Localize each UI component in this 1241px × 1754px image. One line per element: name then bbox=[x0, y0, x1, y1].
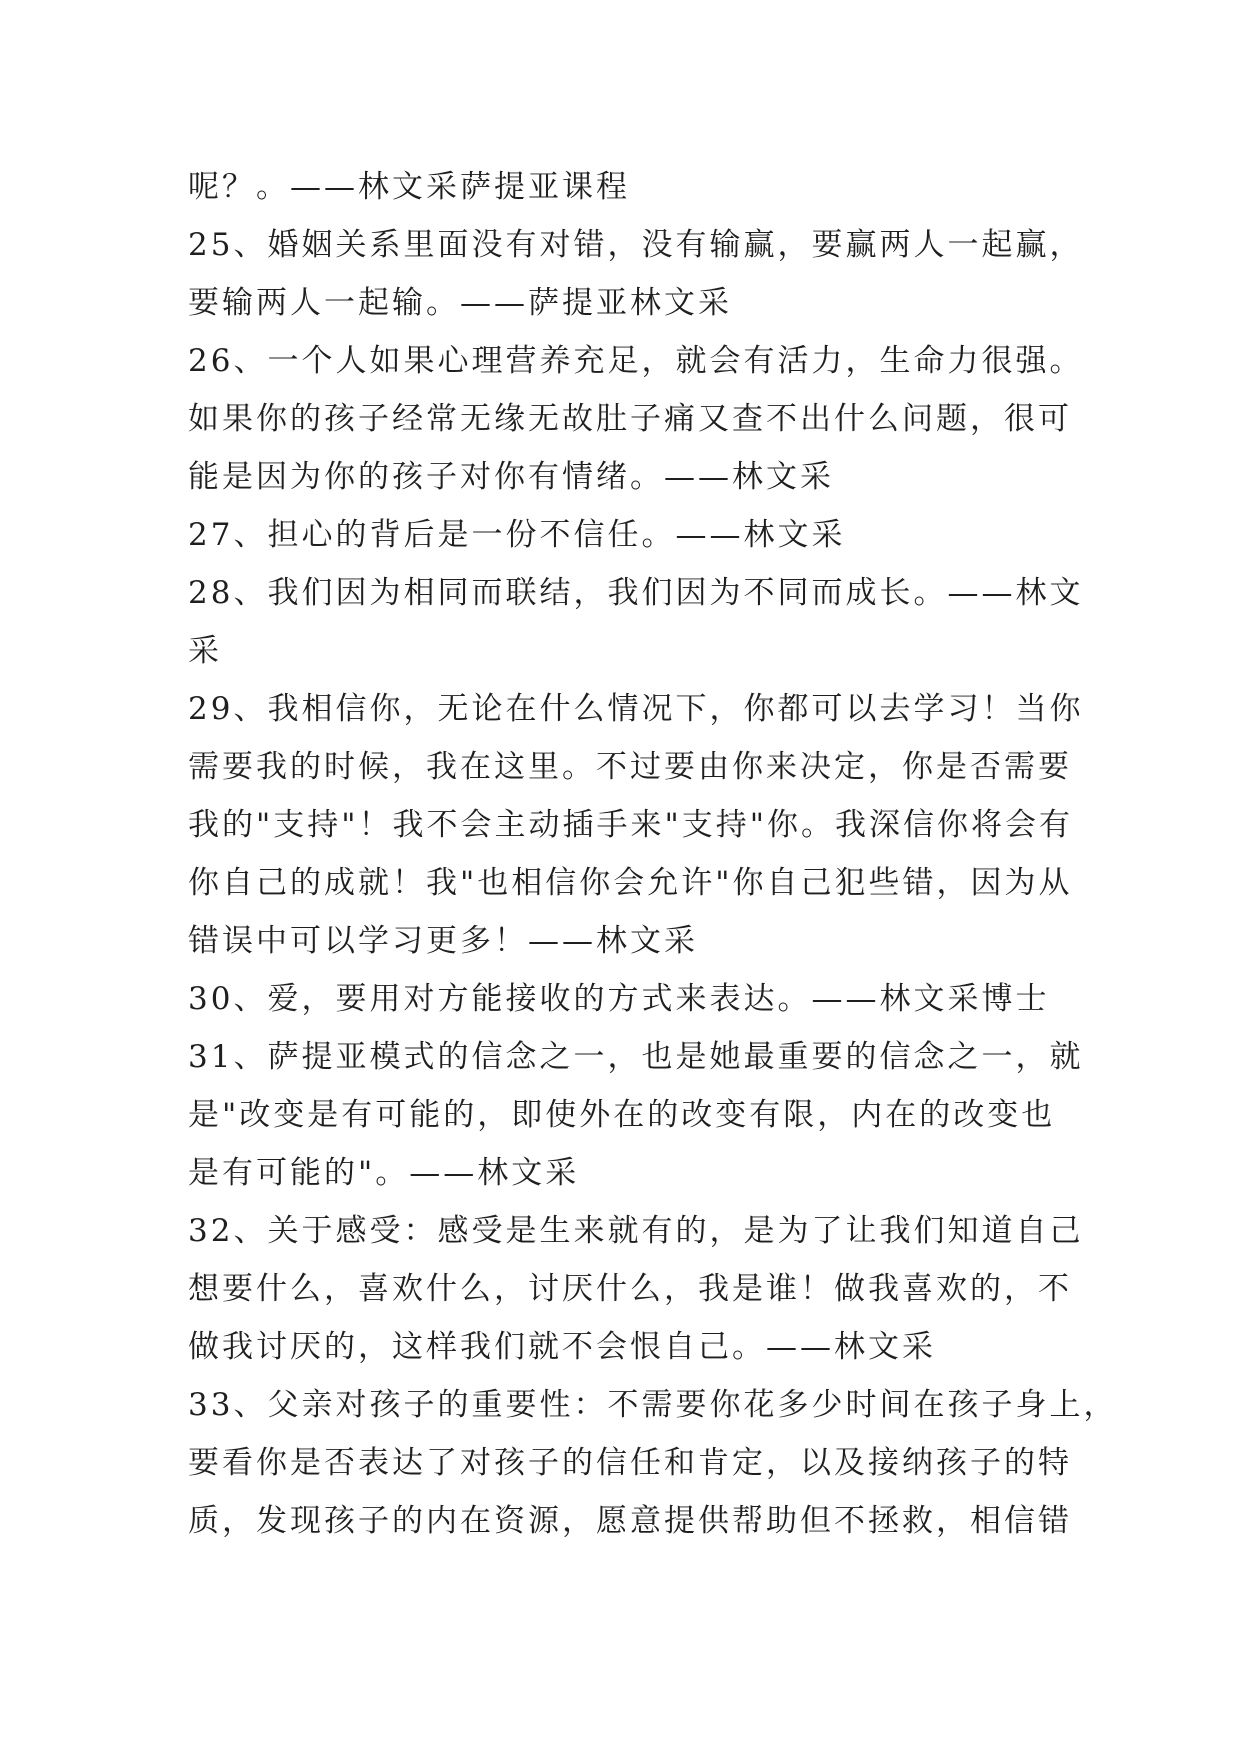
text-line: 30、爱，要用对方能接收的方式来表达。——林文采博士 bbox=[188, 981, 1050, 1017]
text-line: 32、关于感受：感受是生来就有的，是为了让我们知道自己 bbox=[188, 1213, 1084, 1249]
body-text bbox=[188, 158, 1118, 1550]
text-line: 错误中可以学习更多！——林文采 bbox=[188, 923, 698, 959]
text-line: 25、婚姻关系里面没有对错，没有输赢，要赢两人一起赢， bbox=[188, 227, 1084, 263]
text-line: 29、我相信你，无论在什么情况下，你都可以去学习！当你 bbox=[188, 691, 1084, 727]
text-line: 33、父亲对孩子的重要性：不需要你花多少时间在孩子身上， bbox=[188, 1387, 1118, 1423]
text-line: 做我讨厌的，这样我们就不会恨自己。——林文采 bbox=[188, 1329, 936, 1365]
text-line: 如果你的孩子经常无缘无故肚子痛又查不出什么问题，很可 bbox=[188, 401, 1072, 437]
text-line: 需要我的时候，我在这里。不过要由你来决定，你是否需要 bbox=[188, 749, 1072, 785]
text-line: 是"改变是有可能的，即使外在的改变有限，内在的改变也 bbox=[188, 1097, 1056, 1133]
text-line: 质，发现孩子的内在资源，愿意提供帮助但不拯救，相信错 bbox=[188, 1503, 1072, 1539]
text-line: 想要什么，喜欢什么，讨厌什么，我是谁！做我喜欢的，不 bbox=[188, 1271, 1072, 1307]
text-line: 呢？。——林文采萨提亚课程 bbox=[188, 169, 630, 205]
text-line: 采 bbox=[188, 633, 222, 669]
text-line: 你自己的成就！我"也相信你会允许"你自己犯些错，因为从 bbox=[188, 865, 1073, 901]
text-line: 26、一个人如果心理营养充足，就会有活力，生命力很强。 bbox=[188, 343, 1084, 379]
text-line: 我的"支持"！我不会主动插手来"支持"你。我深信你将会有 bbox=[188, 807, 1074, 843]
text-line: 是有可能的"。——林文采 bbox=[188, 1155, 580, 1191]
text-line: 28、我们因为相同而联结，我们因为不同而成长。——林文 bbox=[188, 575, 1084, 611]
text-line: 31、萨提亚模式的信念之一，也是她最重要的信念之一，就 bbox=[188, 1039, 1084, 1075]
text-line: 要看你是否表达了对孩子的信任和肯定，以及接纳孩子的特 bbox=[188, 1445, 1072, 1481]
text-line: 能是因为你的孩子对你有情绪。——林文采 bbox=[188, 459, 834, 495]
text-line: 要输两人一起输。——萨提亚林文采 bbox=[188, 285, 732, 321]
text-line: 27、担心的背后是一份不信任。——林文采 bbox=[188, 517, 846, 553]
